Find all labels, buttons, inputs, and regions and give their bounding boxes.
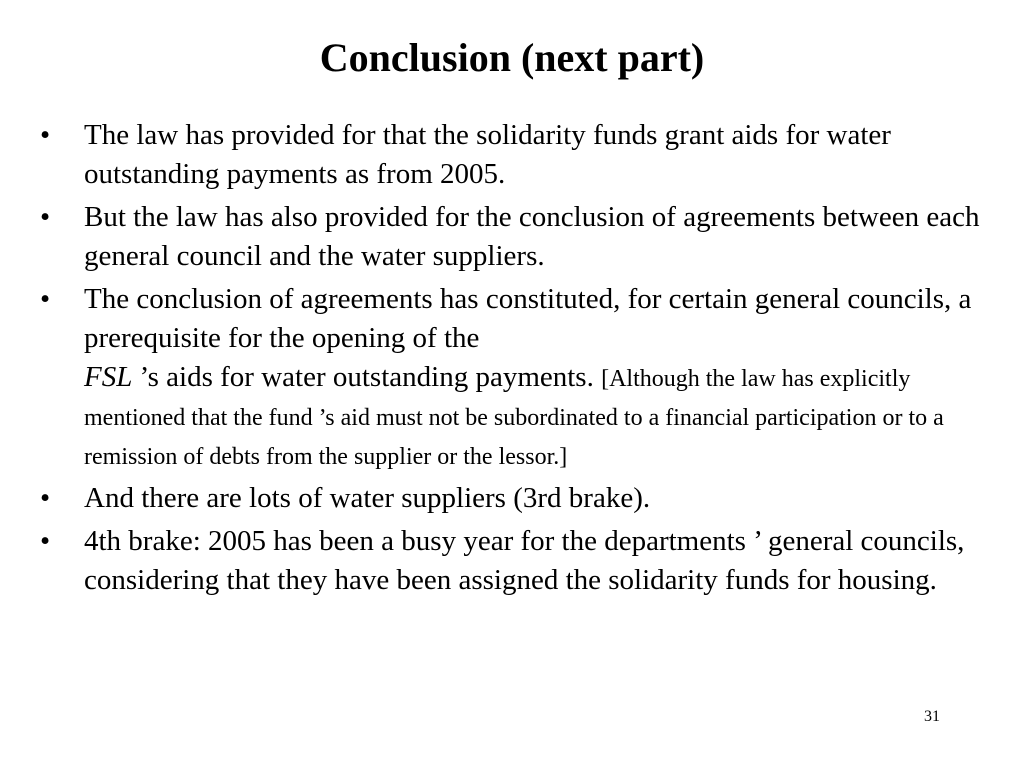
bullet-text-3-italic: FSL <box>84 361 133 393</box>
bullet-text-4: And there are lots of water suppliers (3rd brake). <box>84 482 651 514</box>
bullet-item-4 <box>40 479 980 518</box>
slide-title: Conclusion (next part) <box>319 35 705 80</box>
bullet-text-2: But the law has also provided for the conclusion of agreements between each general council and the water suppliers. <box>84 201 980 272</box>
bullet-icon: • <box>40 201 51 233</box>
slide-number: 31 <box>924 708 940 725</box>
bullet-list <box>40 116 980 604</box>
bullet-text-1: The law has provided for that the solidarity funds grant aids for water outstanding payments as from 2005. <box>84 119 891 190</box>
bullet-note-3: [Although the law has explicitly mentioned that the fund ’s aid must not be subordinated to a financial participation or to a remission of debts from the supplier or the lessor.] <box>84 366 944 470</box>
bullet-text-3-after: ’s aids for water outstanding payments. <box>132 361 594 393</box>
bullet-icon: • <box>40 525 51 557</box>
bullet-icon: • <box>40 283 51 315</box>
bullet-item-5 <box>40 522 980 600</box>
bullet-icon: • <box>40 482 51 514</box>
bullet-text-3-before: The conclusion of agreements has constituted, for certain general councils, a prerequisite for the opening of the <box>84 283 972 354</box>
bullet-text-5: 4th brake: 2005 has been a busy year for the departments ’ general councils, considering that they have been assigned the solidarity funds for housing. <box>84 525 965 596</box>
bullet-icon: • <box>40 119 51 151</box>
bullet-item-3 <box>40 280 980 475</box>
bullet-item-2 <box>40 198 980 276</box>
bullet-item-1 <box>40 116 980 194</box>
